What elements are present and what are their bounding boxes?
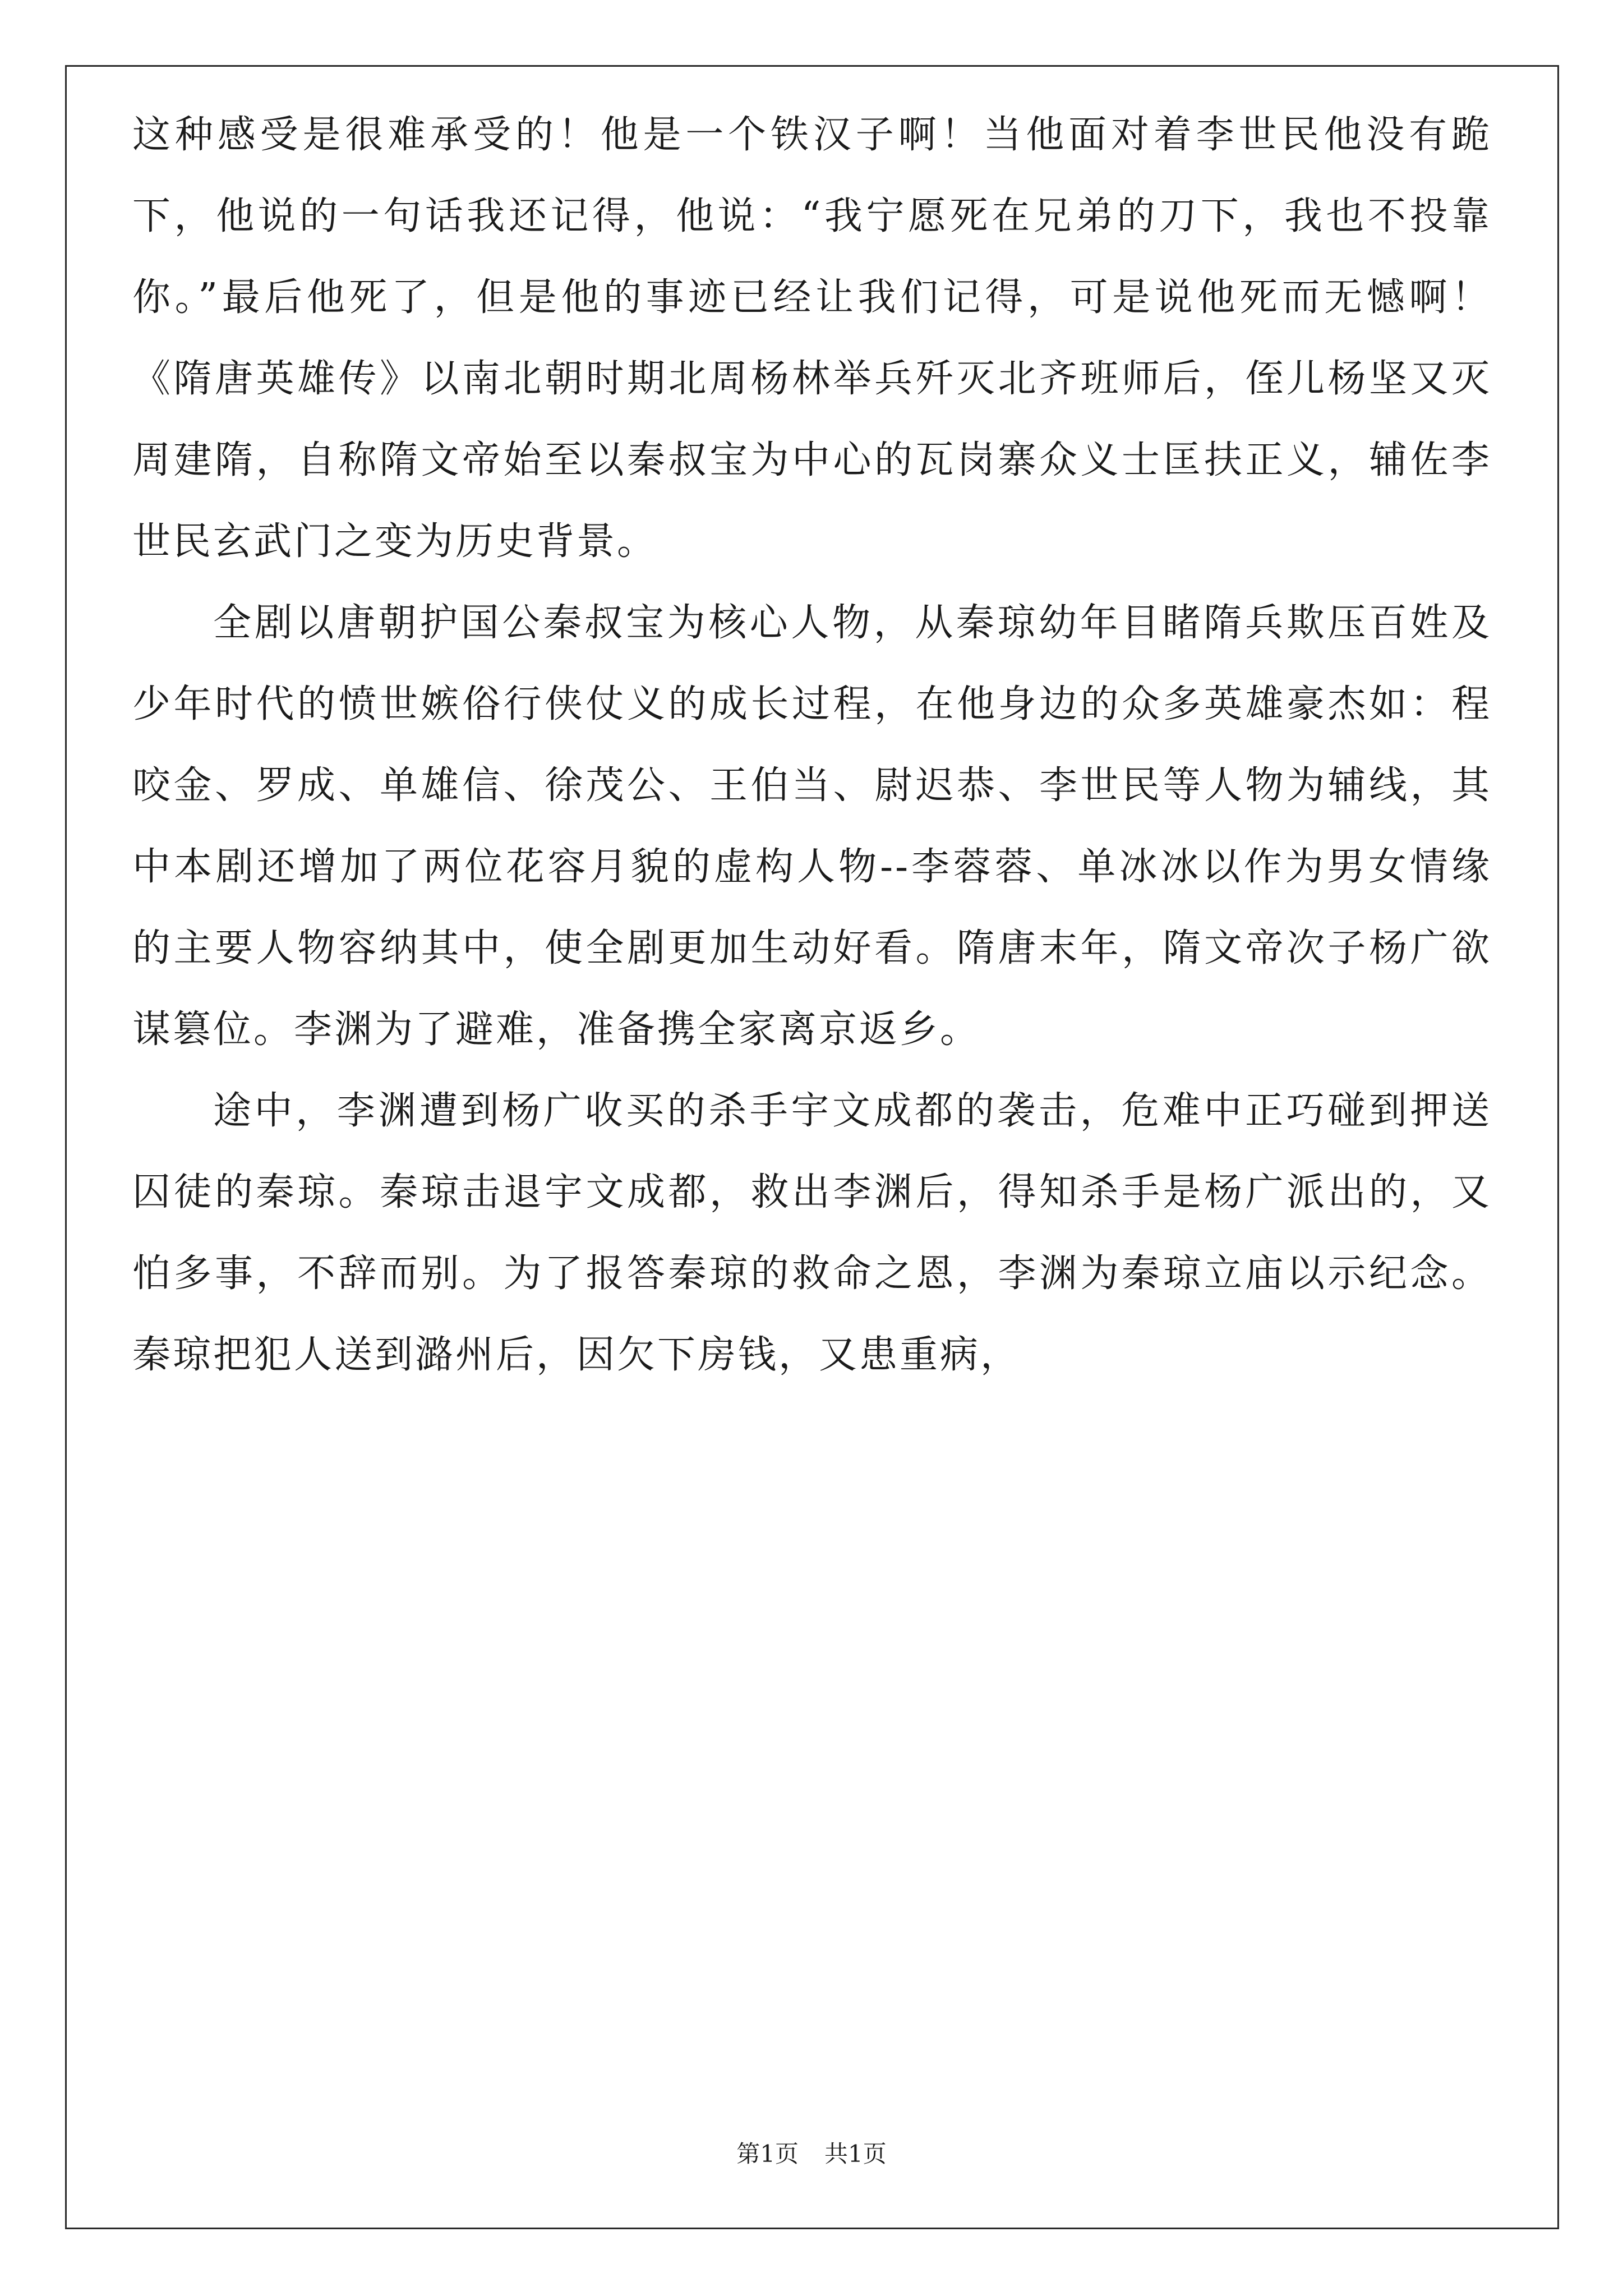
page-footer	[0, 2140, 1623, 2168]
paragraph-2: 全剧以唐朝护国公秦叔宝为核心人物，从秦琼幼年目睹隋兵欺压百姓及少年时代的愤世嫉俗行侠仗义的成长过程，在他身边的众多英雄豪杰如：程咬金、罗成、单雄信、徐茂公、王伯当、尉迟恭、李世民等人物为辅线，其中本剧还增加了两位花容月貌的虚构人物--李蓉蓉、单冰冰以作为男女情缘的主要人物容纳其中，使全剧更加生动好看。隋唐末年，隋文帝次子杨广欲谋篡位。李渊为了避难，准备携全家离京返乡。	[132, 601, 1492, 1052]
document-body	[132, 94, 1492, 1396]
page-number: 第1页	[736, 2140, 799, 2168]
paragraph-1: 这种感受是很难承受的！他是一个铁汉子啊！当他面对着李世民他没有跪下，他说的一句话我还记得，他说：“我宁愿死在兄弟的刀下，我也不投靠你。”最后他死了，但是他的事迹已经让我们记得，可是说他死而无憾啊！《隋唐英雄传》以南北朝时期北周杨林举兵歼灭北齐班师后，侄儿杨坚又灭周建隋，自称隋文帝始至以秦叔宝为中心的瓦岗寨众义士匡扶正义，辅佐李世民玄武门之变为历史背景。	[132, 113, 1492, 564]
page-total: 共1页	[824, 2140, 887, 2168]
paragraph-3: 途中，李渊遭到杨广收买的杀手宇文成都的袭击，危难中正巧碰到押送囚徒的秦琼。秦琼击退宇文成都，救出李渊后，得知杀手是杨广派出的，又怕多事，不辞而别。为了报答秦琼的救命之恩，李渊为秦琼立庙以示纪念。秦琼把犯人送到潞州后，因欠下房钱，又患重病，	[132, 1089, 1492, 1377]
